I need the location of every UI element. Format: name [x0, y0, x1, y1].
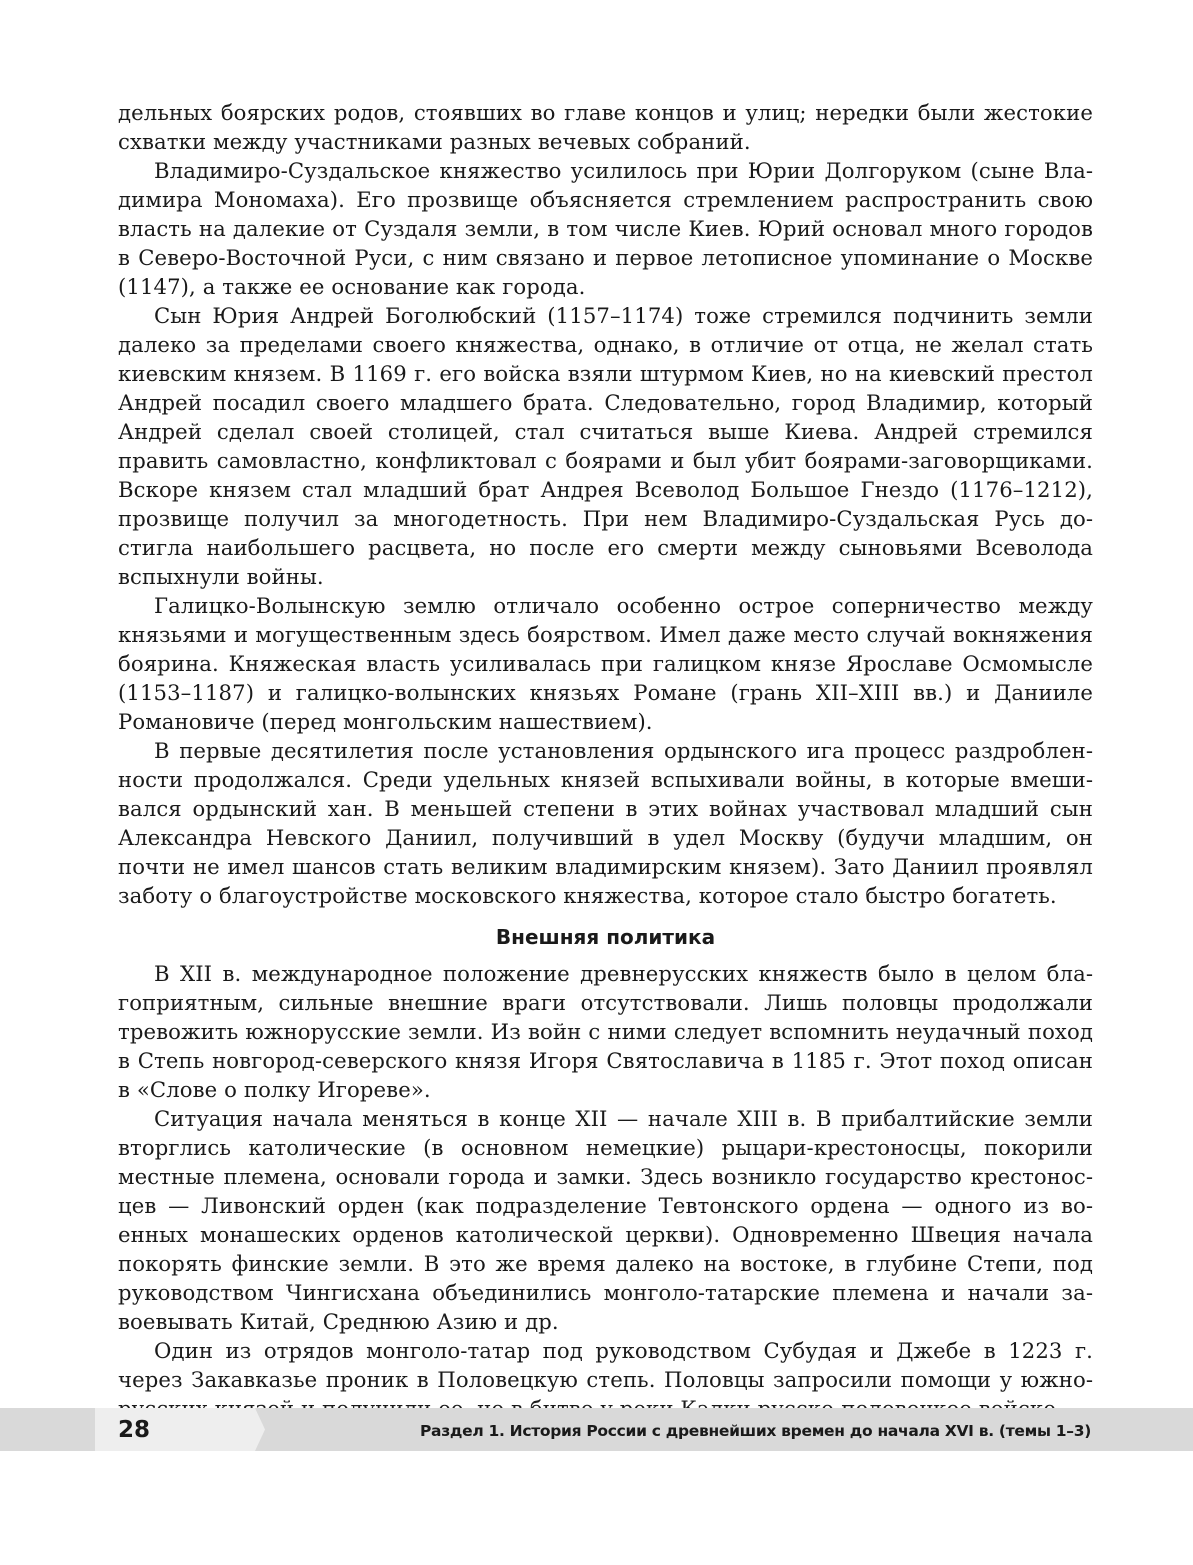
paragraph-vladimir-suzdal: Владимиро-Суздальское княжество усилилось при Юрии Долгоруком (сыне Владимира Мономаха). Его прозвище объясняется стремлением распространить свою власть на далекие от Суздаля земли, в том числе Киев. Юрий основал много городов в Северо-Восточной Руси, с ним связано и первое летописное упоминание о Москве (1147), а также ее основание как города. — [118, 158, 1093, 299]
paragraph-galicia-volhynia: Галицко-Волынскую землю отличало особенно острое соперничество между князьями и могущественным здесь боярством. Имел даже место случай вокняжения боярина. Княжеская власть усиливалась при галицком князе Ярославе Осмомысле (1153–1187) и галицко-волынских князьях Романе (грань XII–XIII вв.) и Данииле Романовиче (перед монгольским нашествием). — [118, 593, 1093, 734]
paragraph-continuation: дельных боярских родов, стоявших во главе концов и улиц; нередки были жестокие схватки между участниками разных вечевых собраний. — [118, 100, 1093, 154]
paragraph-horde-yoke: В первые десятилетия после установления ордынского ига процесс раздробленности продолжался. Среди удельных князей вспыхивали войны, в которые вмешивался ордынский хан. В меньшей степени в этих войнах участвовал младший сын Александра Невского Даниил, получивший в удел Москву (будучи младшим, он почти не имел шансов стать великим владимирским князем). Зато Даниил проявлял заботу о благоустройстве московского княжества, которое стало быстро богатеть. — [118, 738, 1093, 908]
paragraph-12th-century: В XII в. международное положение древнерусских княжеств было в целом благоприятным, сильные внешние враги отсутствовали. Лишь половцы продолжали тревожить южнорусские земли. Из войн с ними следует вспомнить неудачный поход в Степь новгород-северского князя Игоря Святославича в 1185 г. Этот поход описан в «Слове о полку Игореве». — [118, 961, 1093, 1102]
running-title: Раздел 1. История России с древнейших времен до начала XVI в. (темы 1–3) — [419, 1422, 1091, 1440]
section-heading: Внешняя политика — [495, 925, 716, 949]
paragraph-kalka: Один из отрядов монголо-татар под руководством Субудая и Джебе в 1223 г. через Закавказье проник в Половецкую степь. Половцы запросили помощи у южно — [118, 1338, 1093, 1392]
paragraph-crusaders: Ситуация начала меняться в конце XII — начале XIII в. В прибалтийские земли вторглись католические (в основном немецкие) рыцари-крестоносцы, покорили местные племена, основали города и замки. Здесь возникло государство крестоносцев — Ливонский орден (как подразделение Тевтонского ордена — одного из военных монашеских орденов католической церкви). Одновременно Швеция начала покорять финские земли. В это же время далеко на востоке, в глубине Степи, под руководством Чингисхана объединились монголо-татарские племена и начали завоевывать Китай, Среднюю Азию и др. — [118, 1106, 1093, 1334]
paragraph-andrey-bogolyubsky: Сын Юрия Андрей Боголюбский (1157–1174) тоже стремился подчинить земли далеко за пределами своего княжества, однако, в отличие от отца, не желал стать киевским князем. В 1169 г. его войска взяли штурмом Киев, но на киевский престол Андрей посадил своего младшего брата. Следовательно, город Владимир, который Андрей сделал своей столицей, стал считаться выше Киева. Андрей стремился править самовластно, конфликтовал с боярами и был убит боярами-заговорщиками. Вскоре князем стал младший брат Андрея Всеволод Большое Гнездо (1176–1212), прозвище получил за многодетность. При нем Владимиро-Суздальская Русь достигла наибольшего расцвета, но после его смерти между сыновьями Всеволода вспыхнули войны. — [118, 303, 1093, 589]
page-number: 28 — [118, 1417, 151, 1443]
page-body — [118, 98, 1093, 1423]
page-footer — [0, 1408, 1193, 1451]
